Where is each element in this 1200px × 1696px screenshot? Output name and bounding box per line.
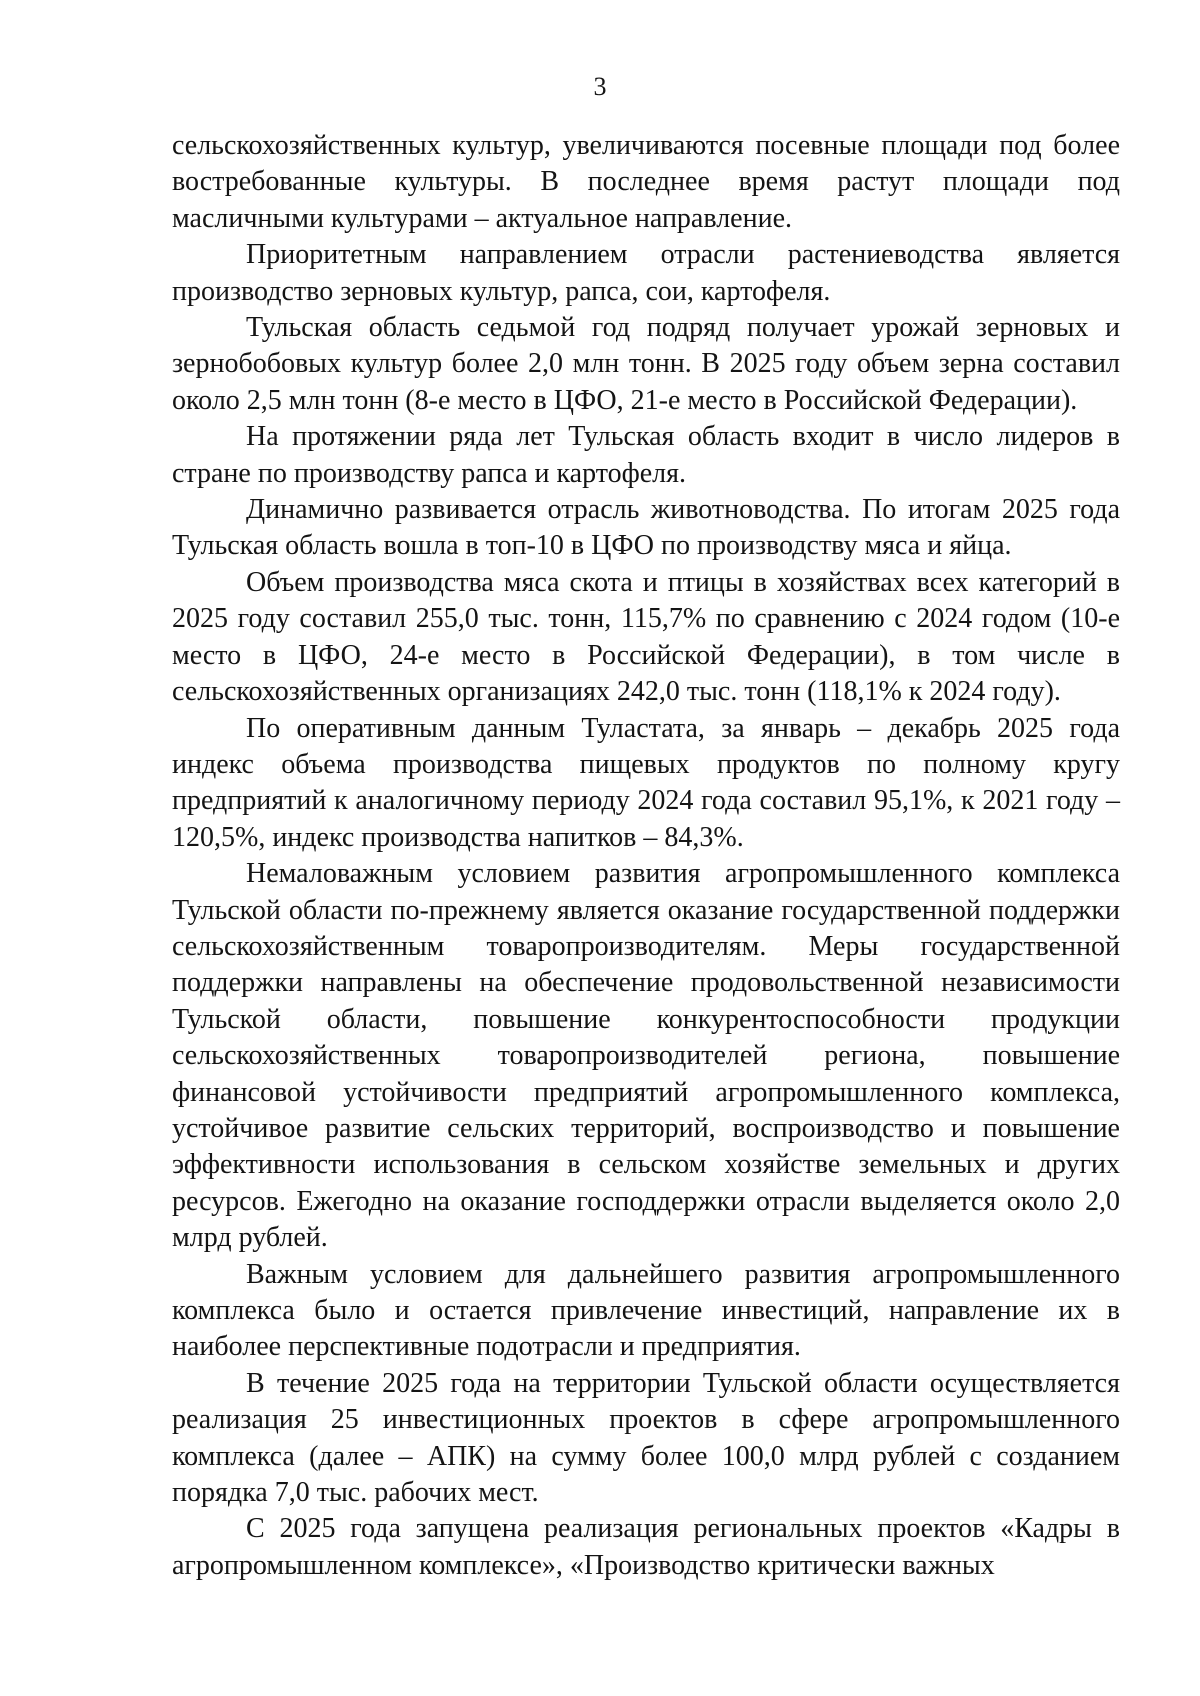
page-number: 3 [593,72,607,101]
paragraph-continuation: сельскохозяйственных культур, увеличиваются посевные площади под более востребованные культуры. В последнее время растут площади под масличными культурами – актуальное направление. [172,130,1120,234]
paragraph-investment-projects: В течение 2025 года на территории Тульской области осуществляется реализация 25 инвестиционных проектов в сфере агропромышленного комплекса (далее – АПК) на сумму более 100,0 млрд рублей с созданием порядка 7,0 тыс. рабочих мест. [172,1367,1120,1509]
paragraph-food-index: По оперативным данным Туластата, за январь – декабрь 2025 года индекс объема производства пищевых продуктов по полному кругу предприятий к аналогичному периоду 2024 года составил 95,1%, к 2021 году – 120,5%, индекс производства напитков – 84,3%. [172,712,1120,853]
paragraph-state-support: Немаловажным условием развития агропромышленного комплекса Тульской области по-прежнему является оказание государственной поддержки сельскохозяйственным товаропроизводителям. Меры государственной поддержки направлены на обеспечение продовольственной независимости Тульской области, повышение конкурентоспособности продукции сельскохозяйственных товаропроизводителей региона, повышение финансовой устойчивости предприятий агропромышленного комплекса, устойчивое развитие сельских территорий, воспроизводство и повышение эффективности использования в сельском хозяйстве земельных и других ресурсов. Ежегодно на оказание господдержки отрасли выделяется около 2,0 млрд рублей. [172,858,1120,1254]
document-body [172,128,1120,1584]
paragraph-meat-production: Объем производства мяса скота и птицы в хозяйствах всех категорий в 2025 году составил 255,0 тыс. тонн, 115,7% по сравнению с 2024 годом (10-е место в ЦФО, 24-е место в Российской Федерации), в том числе в сельскохозяйственных организациях 242,0 тыс. тонн (118,1% к 2024 году). [172,566,1120,708]
paragraph-regional-projects: С 2025 года запущена реализация региональных проектов «Кадры в агропромышленном комплексе», «Производство критически важных [172,1513,1120,1581]
paragraph-grain-harvest: Тульская область седьмой год подряд получает урожай зерновых и зернобобовых культур более 2,0 млн тонн. В 2025 году объем зерна составил около 2,5 млн тонн (8-е место в ЦФО, 21-е место в Российской Федерации). [172,312,1120,416]
paragraph-livestock: Динамично развивается отрасль животноводства. По итогам 2025 года Тульская область вошла в топ-10 в ЦФО по производству мяса и яйца. [172,494,1120,562]
paragraph-crop-priorities: Приоритетным направлением отрасли растениеводства является производство зерновых культур, рапса, сои, картофеля. [172,239,1120,307]
paragraph-investment: Важным условием для дальнейшего развития агропромышленного комплекса было и остается привлечение инвестиций, направление их в наиболее перспективные подотрасли и предприятия. [172,1258,1120,1363]
paragraph-rapeseed-potato: На протяжении ряда лет Тульская область входит в число лидеров в стране по производству рапса и картофеля. [172,421,1120,489]
